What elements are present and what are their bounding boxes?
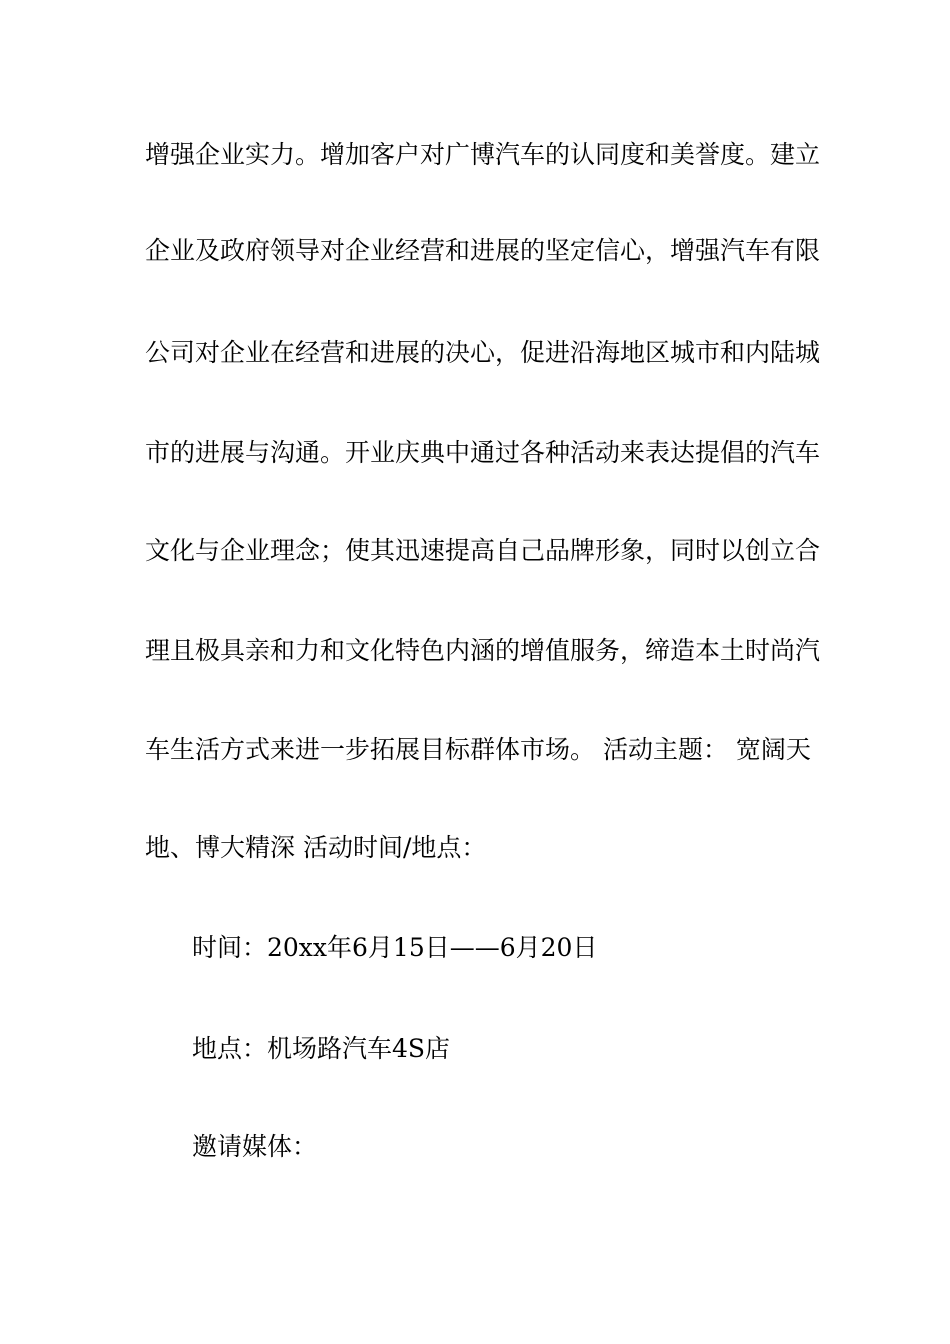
paragraph-line-3: 公司对企业在经营和进展的决心，促进沿海地区城市和内陆城 — [145, 338, 821, 367]
paragraph-line-2: 企业及政府领导对企业经营和进展的坚定信心，增强汽车有限 — [145, 236, 821, 265]
paragraph-line-4: 市的进展与沟通。开业庆典中通过各种活动来表达提倡的汽车 — [145, 438, 821, 467]
paragraph-line-8: 地、博大精深 活动时间/地点： — [145, 833, 487, 862]
location-line: 地点：机场路汽车4S店 — [192, 1034, 451, 1063]
paragraph-line-7: 车生活方式来进一步拓展目标群体市场。 活动主题： 宽阔天 — [145, 735, 811, 764]
paragraph-line-5: 文化与企业理念；使其迅速提高自己品牌形象，同时以创立合 — [145, 536, 821, 565]
paragraph-line-1: 增强企业实力。增加客户对广博汽车的认同度和美誉度。建立 — [145, 140, 821, 169]
paragraph-line-6: 理且极具亲和力和文化特色内涵的增值服务，缔造本土时尚汽 — [145, 636, 821, 665]
media-line: 邀请媒体： — [192, 1132, 318, 1161]
time-line: 时间：20xx年6月15日——6月20日 — [192, 933, 598, 962]
